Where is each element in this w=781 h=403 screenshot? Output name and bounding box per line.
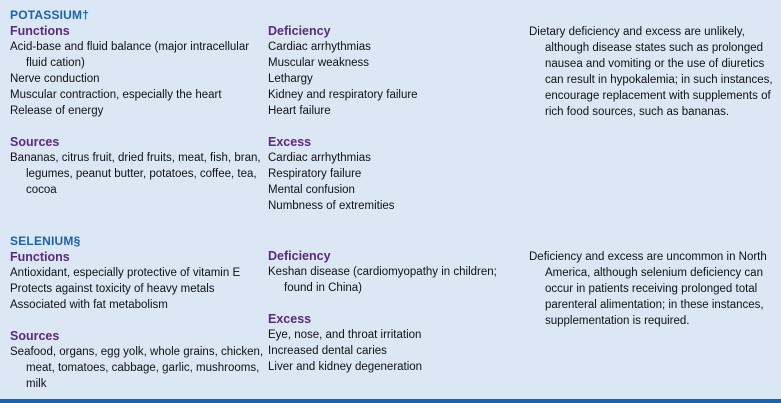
potassium-excess-item: Numbness of extremities — [268, 200, 395, 212]
selenium-note — [529, 249, 767, 329]
potassium-source: Bananas, citrus fruit, dried fruits, meat, fish, bran, — [10, 152, 261, 164]
potassium-sources-heading: Sources — [10, 135, 60, 149]
potassium-note-line: encourage replacement with supplements of — [545, 90, 771, 102]
potassium-deficiency-item: Cardiac arrhythmias — [268, 41, 371, 53]
potassium-title: POTASSIUM† — [10, 8, 90, 22]
selenium-deficiency-item: Keshan disease (cardiomyopathy in children; — [268, 266, 497, 278]
selenium-function: Protects against toxicity of heavy metals — [10, 283, 215, 295]
selenium-function: Antioxidant, especially protective of vitamin E — [10, 267, 241, 279]
selenium-left-column — [10, 234, 263, 392]
selenium-excess-heading: Excess — [268, 312, 312, 326]
potassium-deficiency-item: Lethargy — [268, 73, 313, 85]
selenium-middle-column — [268, 248, 497, 375]
potassium-excess-item: Mental confusion — [268, 184, 355, 196]
potassium-deficiency-item: Kidney and respiratory failure — [268, 89, 418, 101]
potassium-functions-heading: Functions — [10, 24, 70, 38]
selenium-note-line: supplementation is required. — [545, 315, 690, 327]
selenium-excess-item: Eye, nose, and throat irritation — [268, 329, 422, 341]
potassium-deficiency-item: Muscular weakness — [268, 57, 369, 69]
potassium-source: legumes, peanut butter, potatoes, coffee, tea, — [26, 168, 257, 180]
selenium-excess-item: Liver and kidney degeneration — [268, 361, 423, 373]
selenium-function: Associated with fat metabolism — [10, 299, 168, 311]
selenium-title: SELENIUM§ — [10, 234, 81, 248]
potassium-note — [529, 24, 773, 120]
selenium-source: milk — [26, 378, 47, 390]
potassium-excess-item: Cardiac arrhythmias — [268, 152, 371, 164]
potassium-excess-heading: Excess — [268, 135, 312, 149]
potassium-function: Release of energy — [10, 105, 104, 117]
potassium-excess-item: Respiratory failure — [268, 168, 362, 180]
potassium-note-line: although disease states such as prolonged — [545, 42, 764, 54]
potassium-note-line: rich food sources, such as bananas. — [545, 106, 730, 118]
selenium-sources-heading: Sources — [10, 329, 60, 343]
selenium-source: Seafood, organs, egg yolk, whole grains, chicken, — [10, 346, 264, 358]
selenium-note-line: occur in patients receiving prolonged total — [545, 283, 758, 295]
potassium-function: Acid-base and fluid balance (major intracellular — [10, 41, 250, 53]
selenium-note-line: America, although selenium deficiency can — [545, 267, 763, 279]
selenium-functions-heading: Functions — [10, 250, 70, 264]
potassium-function: Nerve conduction — [10, 73, 100, 85]
potassium-deficiency-item: Heart failure — [268, 105, 331, 117]
selenium-note-line: parenteral alimentation; in these instances, — [545, 299, 764, 311]
bottom-border-bar — [0, 399, 781, 403]
selenium-excess-item: Increased dental caries — [268, 345, 387, 357]
potassium-deficiency-heading: Deficiency — [268, 24, 331, 38]
selenium-deficiency-item: found in China) — [284, 282, 362, 294]
potassium-note-line: nausea and vomiting or the use of diuretics — [545, 58, 765, 70]
potassium-note-line: Dietary deficiency and excess are unlikely, — [529, 26, 745, 38]
potassium-middle-column — [268, 23, 418, 214]
potassium-note-line: can result in hypokalemia; in such instances, — [545, 74, 773, 86]
potassium-function: Muscular contraction, especially the heart — [10, 89, 222, 101]
potassium-function: fluid cation) — [26, 57, 85, 69]
potassium-left-column — [10, 8, 261, 198]
selenium-source: meat, tomatoes, cabbage, garlic, mushrooms, — [26, 362, 260, 374]
selenium-deficiency-heading: Deficiency — [268, 249, 331, 263]
selenium-note-line: Deficiency and excess are uncommon in North — [529, 251, 767, 263]
potassium-source: cocoa — [26, 184, 57, 196]
